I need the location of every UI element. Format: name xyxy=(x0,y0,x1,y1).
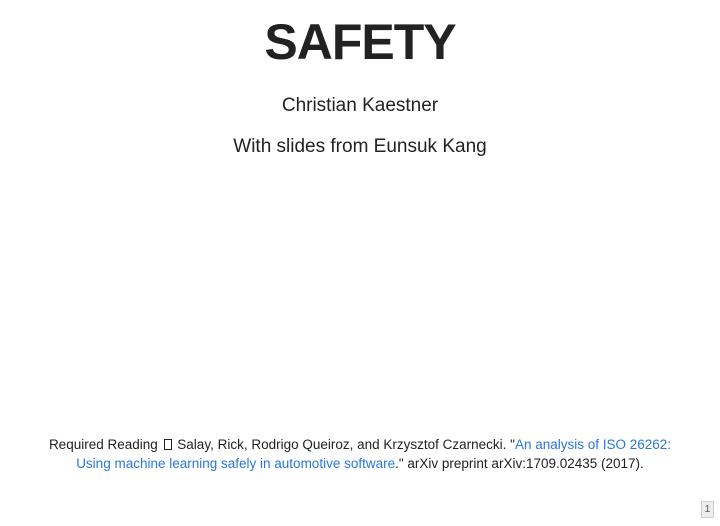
slide-number: 1 xyxy=(701,501,714,518)
author-name: Christian Kaestner xyxy=(281,95,439,116)
book-icon xyxy=(164,439,172,450)
required-reading-label: Required Reading xyxy=(48,437,158,452)
reading-paper-link[interactable]: An analysis of ISO 26262: Using machine learning safely in automotive software xyxy=(76,437,672,471)
required-reading xyxy=(30,435,690,473)
reading-citation-end: ." arXiv preprint arXiv:1709.02435 (2017). xyxy=(395,456,644,471)
slide-credit: With slides from Eunsuk Kang xyxy=(233,136,487,157)
slide-title: SAFETY xyxy=(264,14,456,70)
reading-citation-start: Salay, Rick, Rodrigo Queiroz, and Krzysztof Czarnecki. " xyxy=(177,437,515,452)
